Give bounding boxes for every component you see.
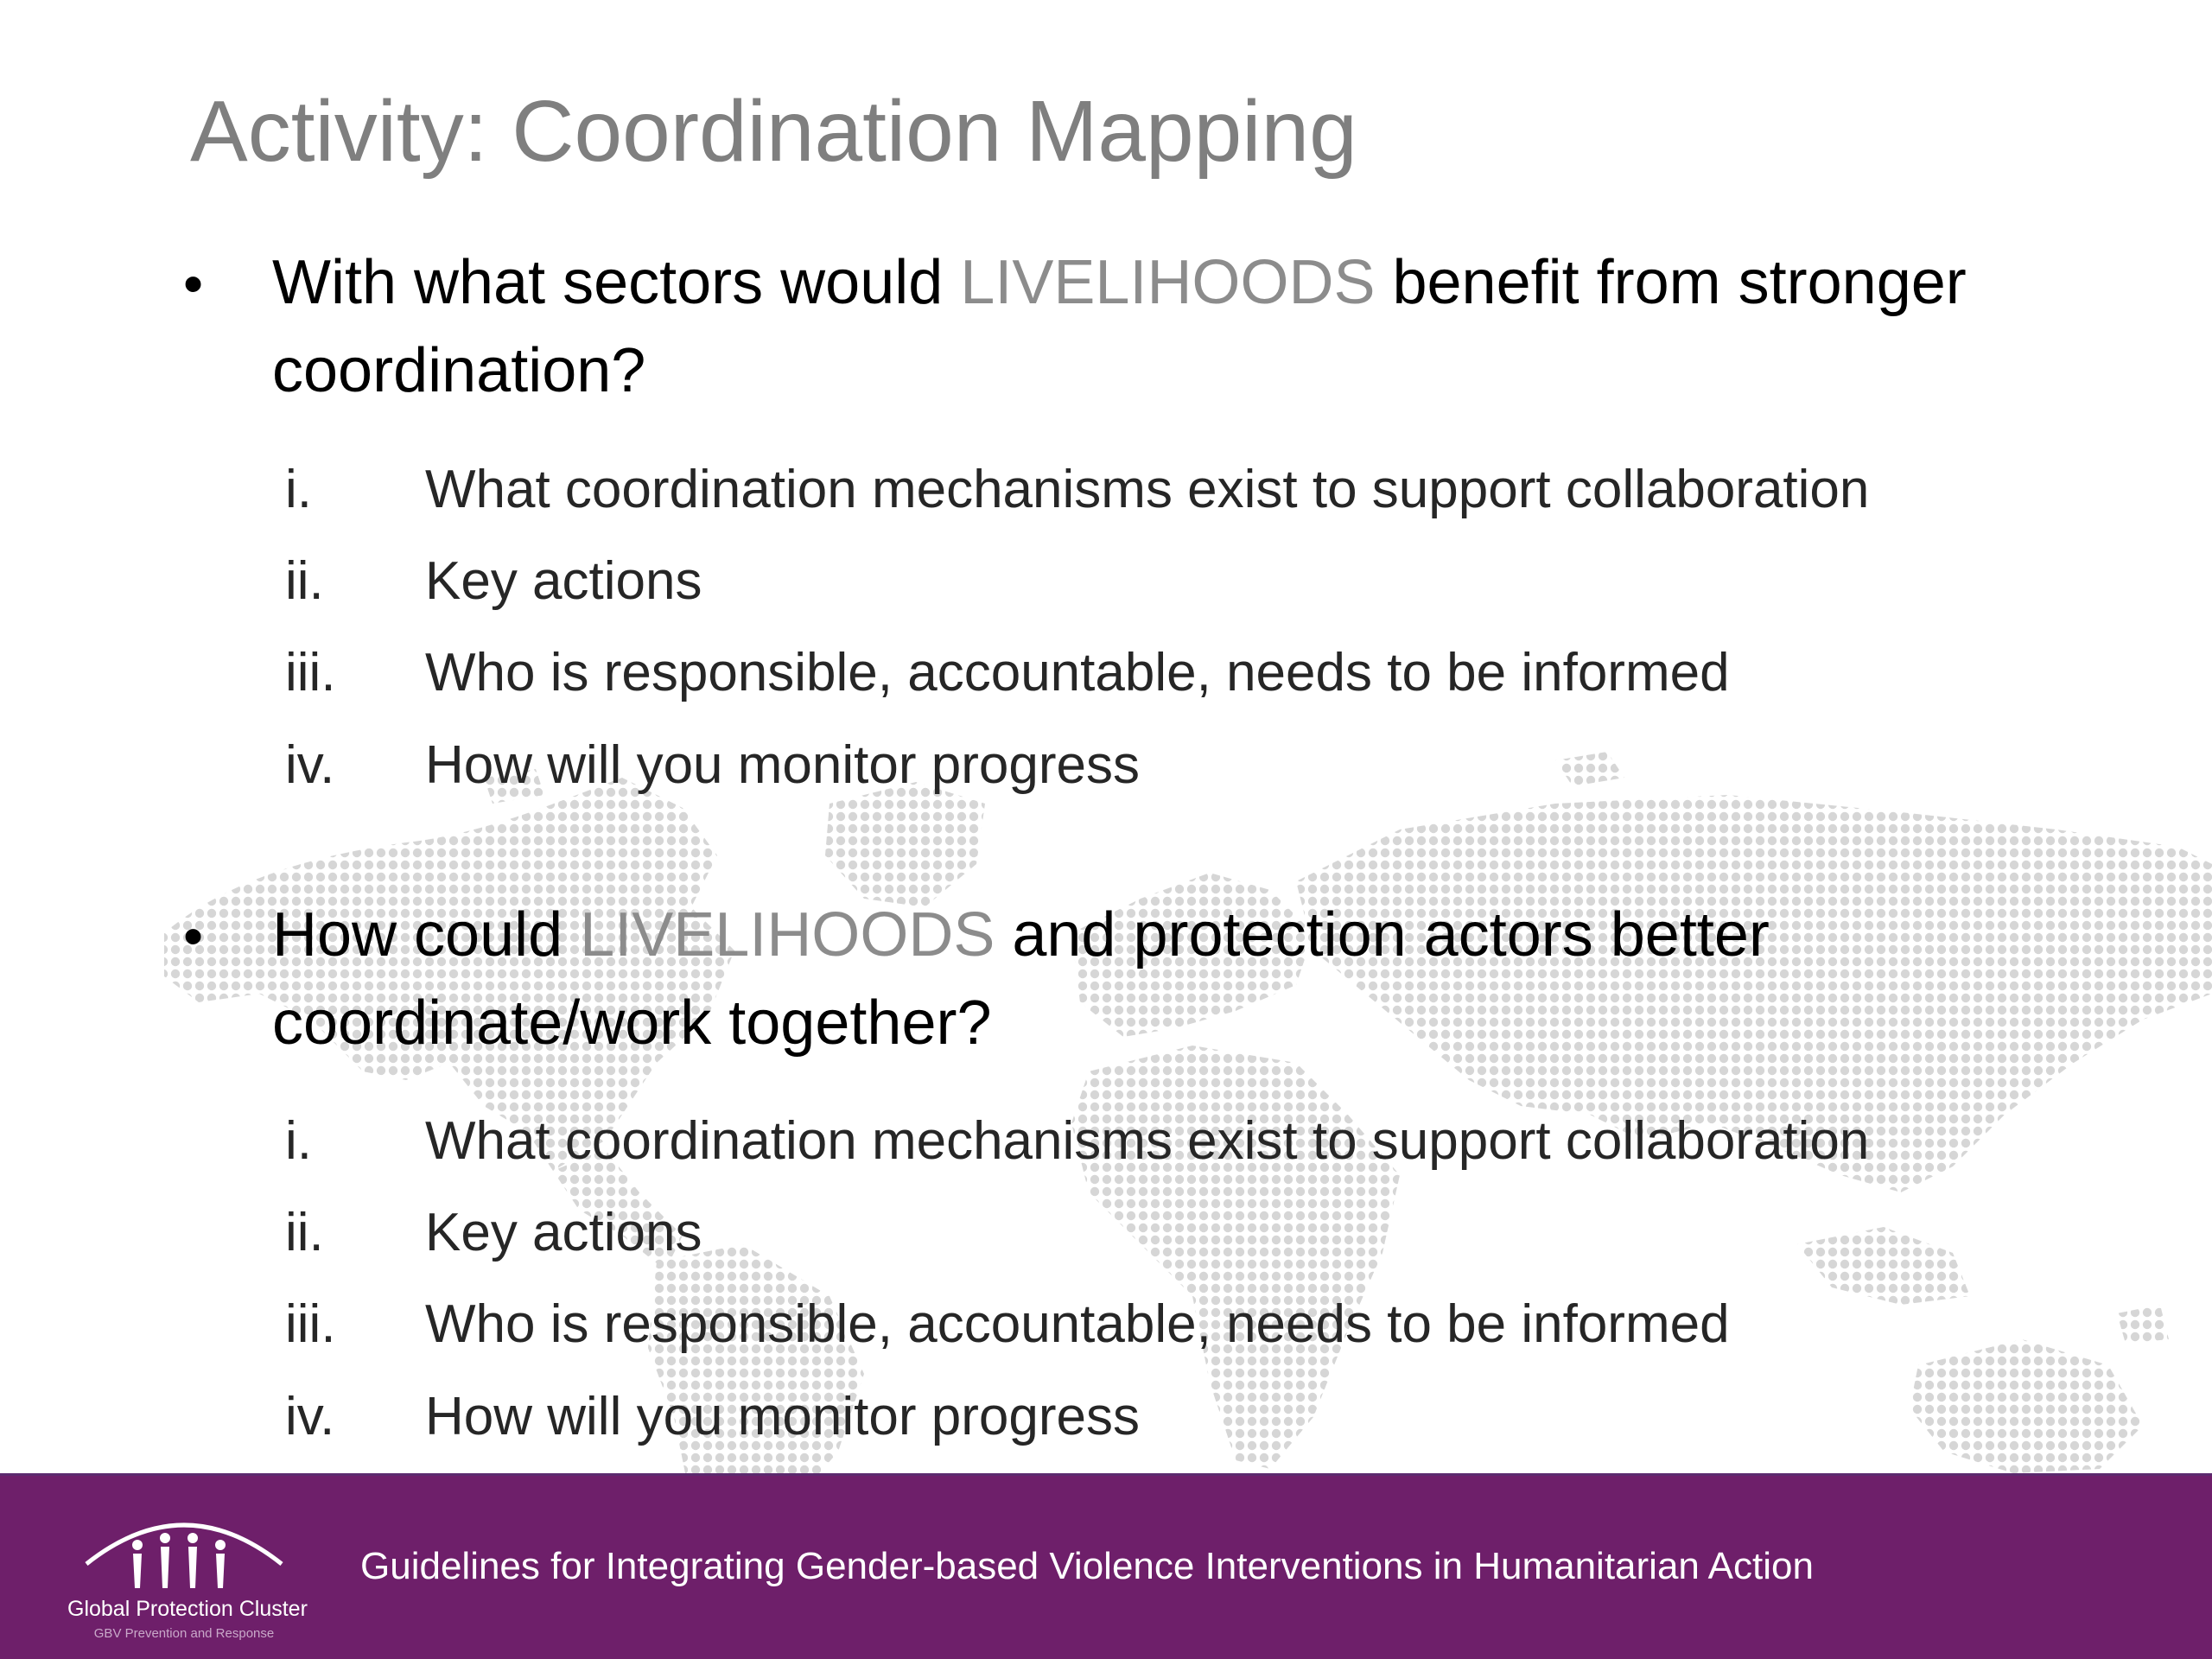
bullet-point (183, 891, 2084, 1072)
list-item-text: Who is responsible, accountable, needs to be informed (425, 643, 1730, 702)
list-item-text: How will you monitor progress (425, 735, 1140, 795)
roman-numeral: i. (285, 1111, 312, 1171)
roman-numeral: iv. (285, 1387, 335, 1446)
list-item-text: Key actions (425, 551, 702, 611)
roman-numeral: ii. (285, 1203, 324, 1262)
roman-numeral: iv. (285, 735, 335, 795)
question-text: benefit from stronger coordination? (272, 248, 1967, 405)
people-arc-icon (67, 1502, 301, 1597)
roman-numeral: i. (285, 460, 312, 519)
roman-numeral: iii. (285, 1294, 336, 1354)
bullet-marker: • (183, 251, 204, 315)
slide-title: Activity: Coordination Mapping (190, 83, 1357, 180)
list-item-text: How will you monitor progress (425, 1387, 1140, 1446)
roman-numeral: ii. (285, 551, 324, 611)
logo-name: Global Protection Cluster (67, 1597, 308, 1621)
bullet-point (183, 238, 2084, 420)
logo-subtitle: GBV Prevention and Response (93, 1626, 275, 1641)
list-item-text: Who is responsible, accountable, needs to be informed (425, 1294, 1730, 1354)
list-item-text: Key actions (425, 1203, 702, 1262)
highlighted-keyword: LIVELIHOODS (580, 900, 995, 969)
roman-numeral: iii. (285, 643, 336, 702)
list-item-text: What coordination mechanisms exist to support collaboration (425, 1111, 1870, 1171)
question-text: and protection actors better coordinate/work together? (272, 900, 1770, 1058)
bullet-marker: • (183, 904, 204, 968)
bullet-question (272, 238, 2104, 415)
bullet-question (272, 891, 2104, 1067)
list-item-text: What coordination mechanisms exist to support collaboration (425, 460, 1870, 519)
footer-bar (0, 1473, 2212, 1659)
global-protection-cluster-logo (67, 1502, 308, 1649)
footer-caption: Guidelines for Integrating Gender-based Violence Interventions in Humanitarian Action (360, 1545, 1814, 1587)
question-text: How could (272, 900, 581, 969)
question-text: With what sectors would (272, 248, 961, 317)
highlighted-keyword: LIVELIHOODS (960, 248, 1376, 317)
